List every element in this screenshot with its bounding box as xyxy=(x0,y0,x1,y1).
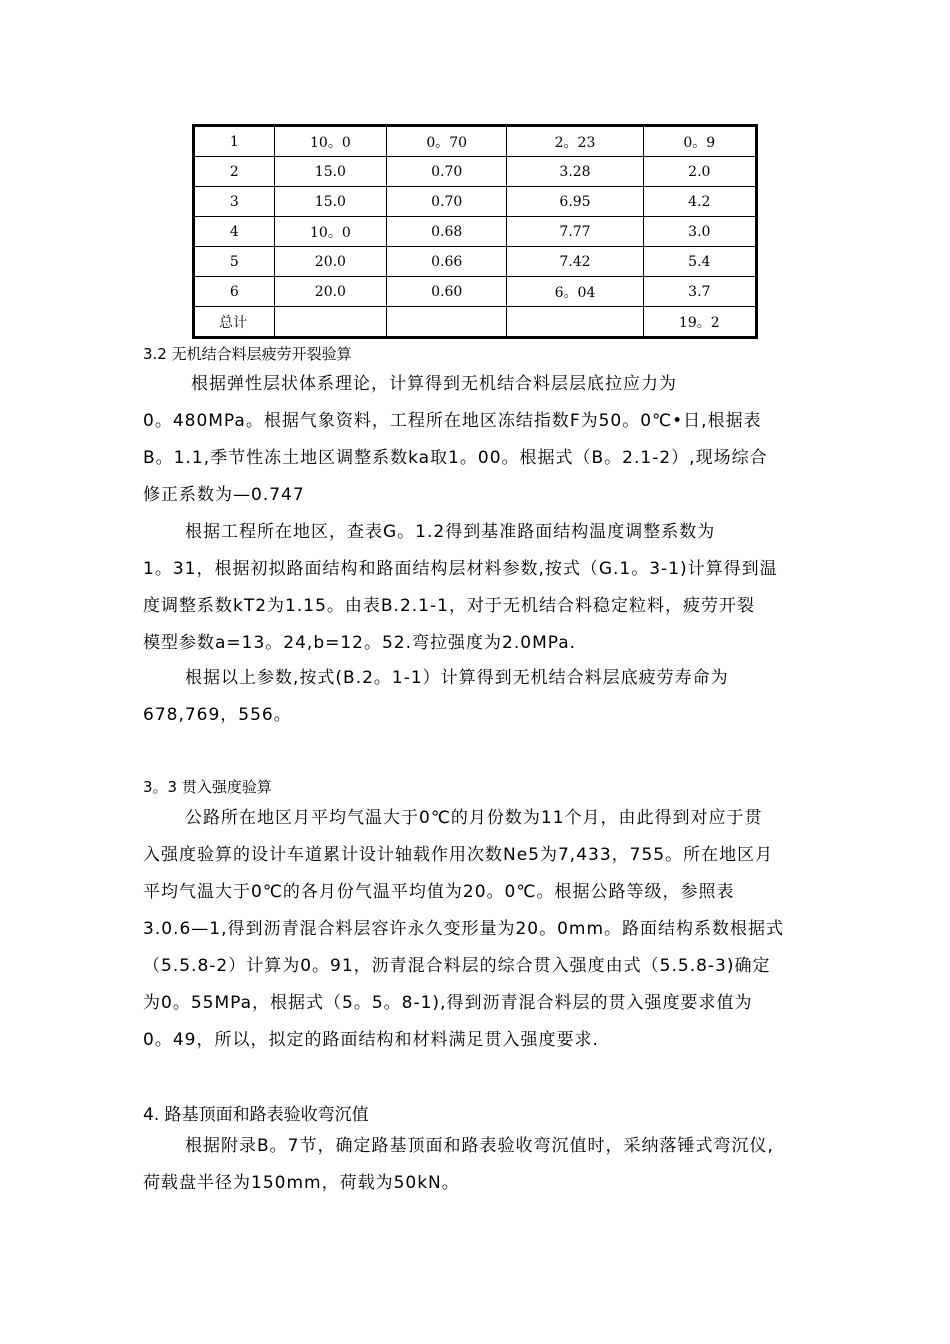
section-4-heading: 4. 路基顶面和路表验收弯沉值 xyxy=(143,1105,369,1125)
section-3-2-paragraph-1 xyxy=(143,366,813,514)
table-cell: 2。23 xyxy=(507,126,643,157)
paragraph-line: 入强度验算的设计车道累计设计轴载作用次数Ne5为7,433，755。所在地区月 xyxy=(143,845,774,865)
table-cell: 0.68 xyxy=(387,217,507,247)
paragraph-line: 1。31，根据初拟路面结构和路面结构层材料参数,按式（G.1。3-1)计算得到温 xyxy=(143,559,778,579)
table-cell: 2 xyxy=(194,157,275,187)
paragraph-line: 度调整系数kT2为1.15。由表B.2.1-1，对于无机结合料稳定粒料，疲劳开裂 xyxy=(143,596,755,616)
table-cell: 5 xyxy=(194,247,275,277)
paragraph-line: 荷载盘半径为150mm，荷载为50kN。 xyxy=(143,1173,460,1193)
table-cell: 4.2 xyxy=(643,187,756,217)
section-3-2-paragraph-2 xyxy=(143,514,813,662)
paragraph-line: 678,769，556。 xyxy=(143,705,292,725)
table-cell: 0.60 xyxy=(387,277,507,307)
table-cell: 6。04 xyxy=(507,277,643,307)
paragraph-line: 根据弹性层状体系理论，计算得到无机结合料层层底拉应力为 xyxy=(191,374,677,394)
section-4-paragraph xyxy=(143,1128,813,1202)
table-cell: 10。0 xyxy=(274,126,386,157)
table-cell: 5.4 xyxy=(643,247,756,277)
table-cell xyxy=(274,307,386,338)
table-cell: 3.0 xyxy=(643,217,756,247)
table-row xyxy=(194,277,757,307)
table-cell: 15.0 xyxy=(274,187,386,217)
table-cell: 3.7 xyxy=(643,277,756,307)
section-3-3-heading: 3。3 贯入强度验算 xyxy=(143,778,272,796)
table-cell xyxy=(387,307,507,338)
total-value: 19。2 xyxy=(643,307,756,338)
total-label: 总计 xyxy=(194,307,275,338)
paragraph-line: 0。480MPa。根据气象资料，工程所在地区冻结指数F为50。0℃•日,根据表 xyxy=(143,411,762,431)
paragraph-line: 模型参数a=13。24,b=12。52.弯拉强度为2.0MPa. xyxy=(143,633,577,653)
paragraph-line: B。1.1,季节性冻土地区调整系数ka取1。00。根据式（B。2.1-2）,现场综合 xyxy=(143,448,768,468)
fatigue-data-table xyxy=(192,124,758,339)
table-cell: 0.70 xyxy=(387,187,507,217)
paragraph-line: 根据以上参数,按式(B.2。1-1）计算得到无机结合料层底疲劳寿命为 xyxy=(185,668,729,688)
table-cell: 10。0 xyxy=(274,217,386,247)
table-cell: 7.77 xyxy=(507,217,643,247)
table-cell: 0.70 xyxy=(387,157,507,187)
table-row xyxy=(194,126,757,157)
table-cell: 1 xyxy=(194,126,275,157)
paragraph-line: 根据工程所在地区，查表G。1.2得到基准路面结构温度调整系数为 xyxy=(185,522,716,542)
table-cell: 2.0 xyxy=(643,157,756,187)
table-cell: 20.0 xyxy=(274,247,386,277)
table-cell: 15.0 xyxy=(274,157,386,187)
table-total-row xyxy=(194,307,757,338)
table-row xyxy=(194,187,757,217)
table-cell: 0.66 xyxy=(387,247,507,277)
table-cell: 3 xyxy=(194,187,275,217)
table-cell xyxy=(507,307,643,338)
table-cell: 6 xyxy=(194,277,275,307)
paragraph-line: 公路所在地区月平均气温大于0℃的月份数为11个月，由此得到对应于贯 xyxy=(185,808,763,828)
table-cell: 6.95 xyxy=(507,187,643,217)
table-cell: 20.0 xyxy=(274,277,386,307)
table-row xyxy=(194,247,757,277)
table-cell: 7.42 xyxy=(507,247,643,277)
paragraph-line: 修正系数为—0.747 xyxy=(143,485,305,505)
paragraph-line: 3.0.6—1,得到沥青混合料层容许永久变形量为20。0mm。路面结构系数根据式 xyxy=(143,919,785,939)
paragraph-line: 为0。55MPa，根据式（5。5。8-1),得到沥青混合料层的贯入强度要求值为 xyxy=(143,993,753,1013)
paragraph-line: （5.5.8-2）计算为0。91，沥青混合料层的综合贯入强度由式（5.5.8-3)确定 xyxy=(143,956,771,976)
section-3-2-paragraph-3 xyxy=(143,660,813,734)
table-row xyxy=(194,217,757,247)
section-3-2-heading: 3.2 无机结合料层疲劳开裂验算 xyxy=(143,345,352,363)
section-3-3-paragraph xyxy=(143,800,813,1059)
table-cell: 3.28 xyxy=(507,157,643,187)
paragraph-line: 根据附录B。7节，确定路基顶面和路表验收弯沉值时，采纳落锤式弯沉仪, xyxy=(185,1136,774,1156)
table-row xyxy=(194,157,757,187)
table-cell: 4 xyxy=(194,217,275,247)
paragraph-line: 0。49，所以，拟定的路面结构和材料满足贯入强度要求. xyxy=(143,1030,599,1050)
table-cell: 0。70 xyxy=(387,126,507,157)
table-cell: 0。9 xyxy=(643,126,756,157)
paragraph-line: 平均气温大于0℃的各月份气温平均值为20。0℃。根据公路等级，参照表 xyxy=(143,882,735,902)
